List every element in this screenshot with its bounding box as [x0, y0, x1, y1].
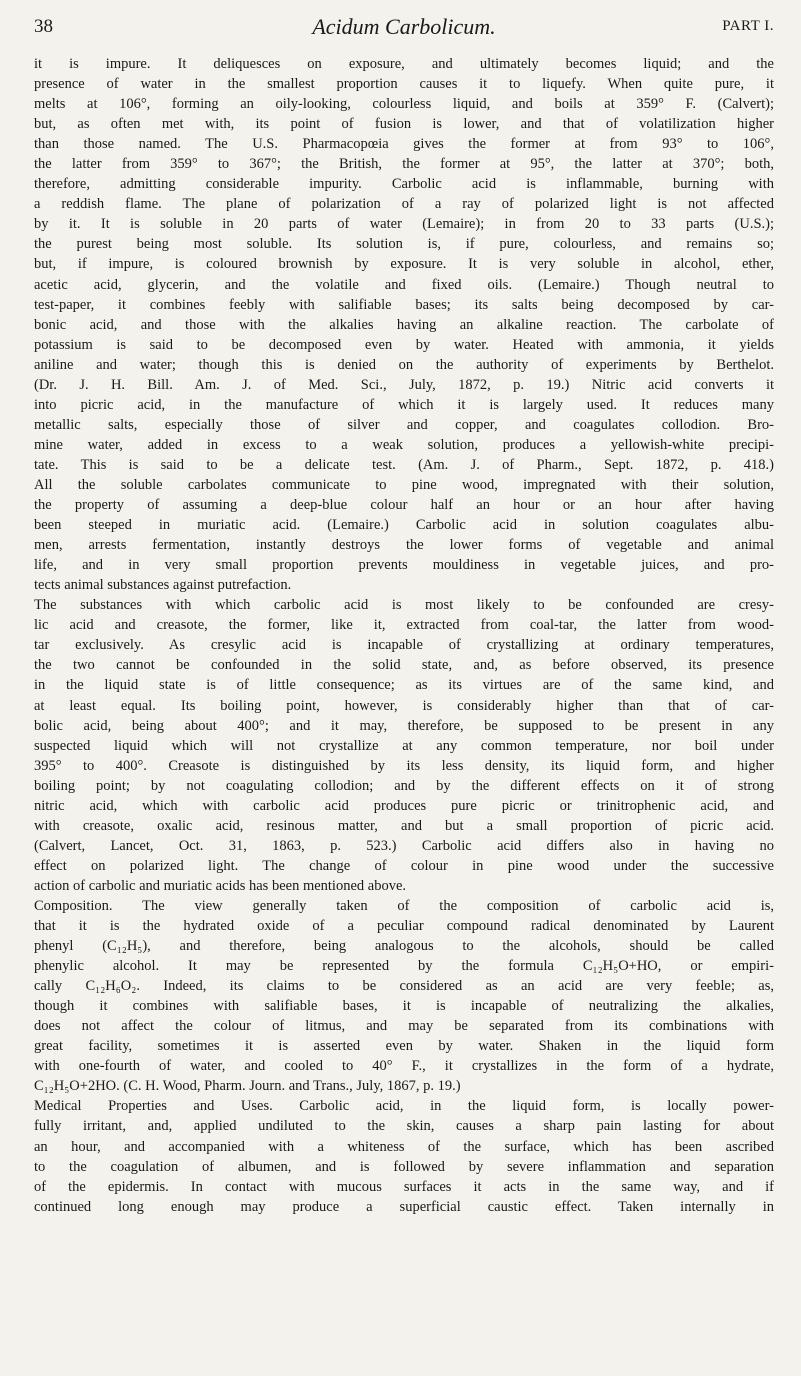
text-line: All the soluble carbolates communicate to pine wood, impregnated with their solution, — [34, 476, 774, 493]
text-line: bonic acid, and those with the alkalies having an alkaline reaction. The carbolate of — [34, 316, 774, 333]
text-line: mine water, added in excess to a weak solution, produces a yellowish-white precipi- — [34, 436, 774, 453]
text-line: in the liquid state is of little consequence; as its virtues are of the same kind, and — [34, 677, 774, 694]
text-line: a reddish flame. The plane of polarization of a ray of polarized light is not affected — [34, 196, 774, 213]
text-line: test-paper, it combines feebly with salifiable bases; its salts being decomposed by car- — [34, 296, 774, 313]
text-line: to the coagulation of albumen, and is followed by severe inflammation and separation — [34, 1158, 774, 1175]
page-number: 38 — [34, 16, 53, 37]
text-line: with creasote, oxalic acid, resinous matter, and but a small proportion of picric acid. — [34, 817, 774, 834]
text-line: by it. It is soluble in 20 parts of water (Lemaire); in from 20 to 33 parts (U.S.); — [34, 216, 774, 233]
text-line: the latter from 359° to 367°; the British, the former at 95°, the latter at 370°; both, — [34, 156, 774, 173]
text-line: of the epidermis. In contact with mucous surfaces it acts in the same way, and if — [34, 1178, 774, 1195]
text-line: cally C₁₂H₆O₂. Indeed, its claims to be considered as an acid are very feeble; as, — [34, 978, 774, 995]
text-line: nitric acid, which with carbolic acid produces pure picric or trinitrophenic acid, and — [34, 797, 774, 814]
text-line: metallic salts, especially those of silver and copper, and coagulates collodion. Bro- — [34, 416, 774, 433]
text-line: it is impure. It deliquesces on exposure, and ultimately becomes liquid; and the — [34, 56, 774, 72]
text-line: tar exclusively. As cresylic acid is incapable of crystallizing at ordinary temperatures, — [34, 637, 774, 654]
text-line: aniline and water; though this is denied on the authority of experiments by Berthelot. — [34, 356, 774, 373]
text-line: continued long enough may produce a superficial caustic effect. Taken internally in — [34, 1198, 774, 1215]
running-title: Acidum Carbolicum. — [312, 14, 496, 39]
part-label: PART I. — [722, 18, 774, 34]
text-line: into picric acid, in the manufacture of which it is largely used. It reduces many — [34, 396, 774, 413]
text-line: the purest being most soluble. Its solution is, if pure, colourless, and remains so; — [34, 236, 774, 253]
text-line: at least equal. Its boiling point, however, is considerably higher than that of car- — [34, 697, 774, 714]
text-line: an hour, and accompanied with a whiteness of the surface, which has been ascribed — [34, 1138, 774, 1155]
text-line: the two cannot be confounded in the solid state, and, as before observed, its presence — [34, 657, 774, 674]
text-line: (Calvert, Lancet, Oct. 31, 1863, p. 523.) Carbolic acid differs also in having no — [34, 837, 774, 854]
text-line: Medical Properties and Uses. Carbolic acid, in the liquid form, is locally power- — [34, 1098, 774, 1115]
text-line: suspected liquid which will not crystallize at any common temperature, nor boil under — [34, 737, 774, 754]
text-line: lic acid and creasote, the former, like it, extracted from coal-tar, the latter from wood- — [34, 617, 774, 634]
text-line: C₁₂H₅O+2HO. (C. H. Wood, Pharm. Journ. and Trans., July, 1867, p. 19.) — [34, 1078, 461, 1095]
text-line: melts at 106°, forming an oily-looking, colourless liquid, and boils at 359° F. (Calvert); — [34, 96, 774, 113]
text-line: potassium is said to be decomposed even by water. Heated with ammonia, it yields — [34, 336, 774, 353]
text-line: phenyl (C₁₂H₅), and therefore, being analogous to the alcohols, should be called — [34, 938, 774, 955]
text-line: boiling point; by not coagulating collodion; and by the different effects on it of strong — [34, 777, 774, 794]
body-text — [34, 54, 774, 1217]
text-line: life, and in very small proportion prevents mouldiness in vegetable juices, and pro- — [34, 557, 774, 574]
text-line: does not affect the colour of litmus, and may be separated from its combinations with — [34, 1018, 774, 1035]
text-line: tate. This is said to be a delicate test. (Am. J. of Pharm., Sept. 1872, p. 418.) — [34, 456, 774, 473]
book-page — [34, 14, 774, 1217]
text-line: The substances with which carbolic acid is most likely to be confounded are cresy- — [34, 597, 774, 614]
text-line: the property of assuming a deep-blue colour half an hour or an hour after having — [34, 497, 774, 514]
text-line: presence of water in the smallest proportion causes it to liquefy. When quite pure, it — [34, 76, 774, 93]
text-line: tects animal substances against putrefaction. — [34, 577, 292, 594]
text-line: though it combines with salifiable bases, it is incapable of neutralizing the alkalies, — [34, 998, 774, 1015]
text-line: that it is the hydrated oxide of a peculiar compound radical denominated by Laurent — [34, 918, 774, 935]
text-line: fully irritant, and, applied undiluted to the skin, causes a sharp pain lasting for about — [34, 1118, 774, 1135]
text-line: men, arrests fermentation, instantly destroys the lower forms of vegetable and animal — [34, 537, 774, 554]
text-line: but, as often met with, its point of fusion is lower, and that of volatilization higher — [34, 116, 774, 133]
text-line: action of carbolic and muriatic acids has been mentioned above. — [34, 877, 407, 894]
text-line: 395° to 400°. Creasote is distinguished by its less density, its liquid form, and higher — [34, 757, 774, 774]
text-line: with one-fourth of water, and cooled to 40° F., it crystallizes in the form of a hydrate, — [34, 1058, 774, 1075]
running-head — [34, 14, 774, 44]
text-line: effect on polarized light. The change of colour in pine wood under the successive — [34, 857, 774, 874]
text-line: been steeped in muriatic acid. (Lemaire.) Carbolic acid in solution coagulates albu- — [34, 517, 774, 534]
text-line: but, if impure, is coloured brownish by exposure. It is very soluble in alcohol, ether, — [34, 256, 774, 273]
text-line: bolic acid, being about 400°; and it may, therefore, be supposed to be present in any — [34, 717, 774, 734]
text-line: than those named. The U.S. Pharmacopœia gives the former at from 93° to 106°, — [34, 136, 774, 153]
text-line: acetic acid, glycerin, and the volatile and fixed oils. (Lemaire.) Though neutral to — [34, 276, 774, 293]
text-line: (Dr. J. H. Bill. Am. J. of Med. Sci., July, 1872, p. 19.) Nitric acid converts it — [34, 376, 774, 393]
text-line: phenylic alcohol. It may be represented by the formula C₁₂H₅O+HO, or empiri- — [34, 958, 774, 975]
text-line: great facility, sometimes it is asserted even by water. Shaken in the liquid form — [34, 1038, 774, 1055]
text-line: Composition. The view generally taken of the composition of carbolic acid is, — [34, 897, 774, 914]
text-line: therefore, admitting considerable impurity. Carbolic acid is inflammable, burning with — [34, 176, 774, 193]
